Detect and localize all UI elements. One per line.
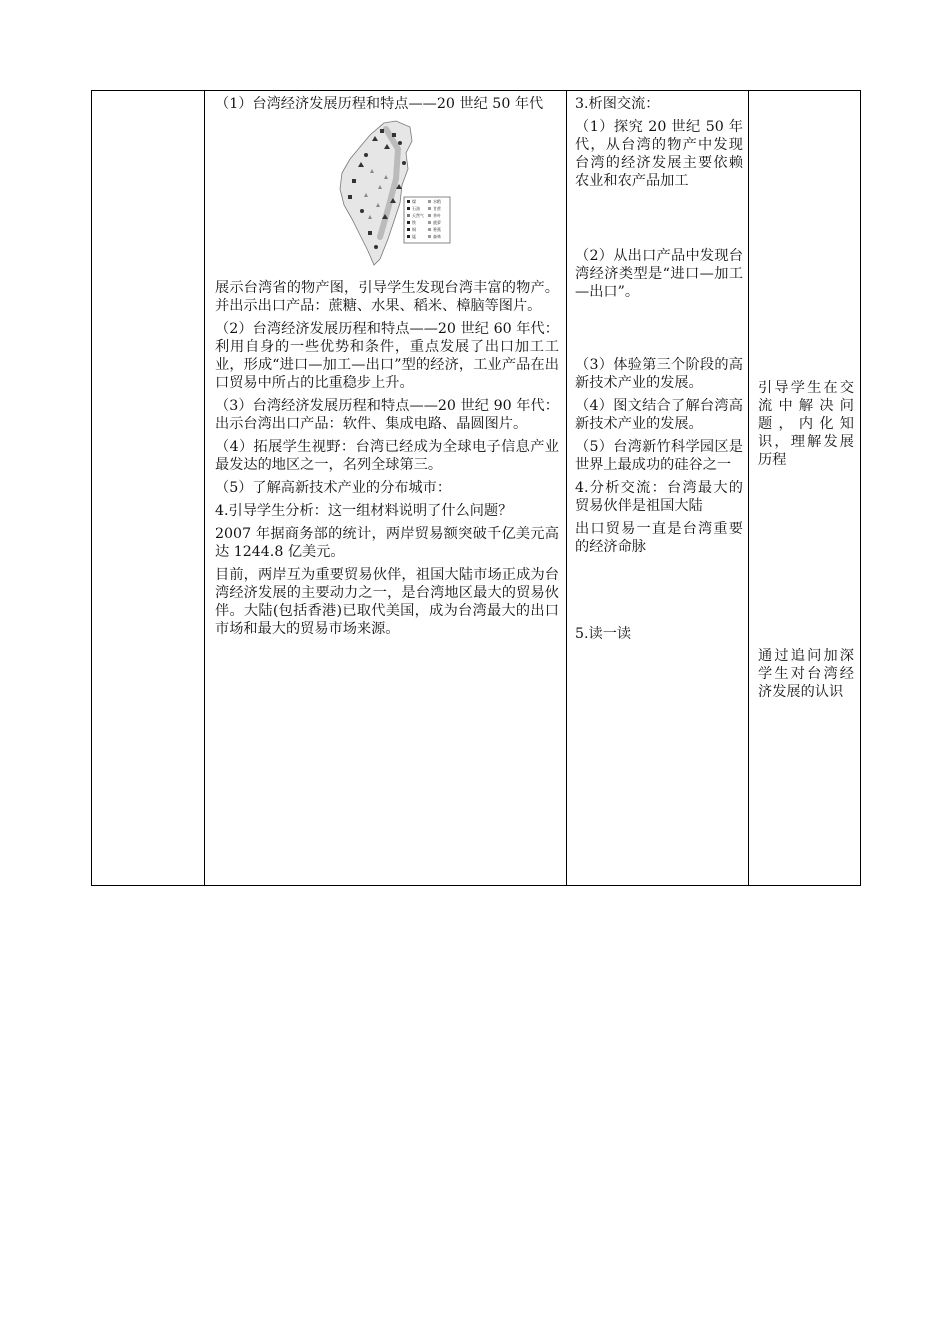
svg-text:香蕉: 香蕉 [433, 227, 441, 232]
text-hightech-development: （4）图文结合了解台湾高新技术产业的发展。 [575, 398, 743, 432]
taiwan-products-map [322, 119, 452, 269]
lesson-table [91, 90, 861, 886]
text-explore-1950s: （1）探究 20 世纪 50 年代，从台湾的物产中发现台湾的经济发展主要依赖农业和农产品加工 [575, 119, 743, 189]
design-intent-column [749, 91, 861, 885]
text-intent-2: 通过追问加深学生对台湾经济发展的认识 [758, 648, 854, 700]
text-analysis-exchange: 4.分析交流：台湾最大的贸易伙伴是祖国大陆 [575, 480, 743, 514]
text-third-stage: （3）体验第三个阶段的高新技术产业的发展。 [575, 357, 743, 391]
svg-text:森林: 森林 [433, 234, 441, 239]
teacher-activity-column [205, 91, 567, 885]
svg-text:甘蔗: 甘蔗 [433, 206, 441, 211]
svg-text:煤: 煤 [412, 199, 416, 204]
text-trade-partners: 目前，两岸互为重要贸易伙伴，祖国大陆市场正成为台湾经济发展的主要动力之一，是台湾地区最大的贸易伙伴。大陆(包括香港)已取代美国，成为台湾最大的出口市场和最大的贸易市场来源。 [215, 567, 559, 637]
svg-text:水稻: 水稻 [433, 199, 441, 204]
student-activity-column [567, 91, 749, 885]
text-economy-type: （2）从出口产品中发现台湾经济类型是“进口—加工—出口”。 [575, 248, 743, 300]
text-1960s: （2）台湾经济发展历程和特点——20 世纪 60 年代：利用自身的一些优势和条件，重点发展了出口加工工业，形成“进口—加工—出口”型的经济，工业产品在出口贸易中所占的比重稳步上升。 [215, 321, 559, 391]
text-read: 5.读一读 [575, 626, 632, 642]
text-broaden-view: （4）拓展学生视野：台湾已经成为全球电子信息产业最发达的地区之一，名列全球第三。 [215, 439, 559, 473]
text-products-intro: 展示台湾省的物产图，引导学生发现台湾丰富的物产。并出示出口产品：蔗糖、水果、稻米、樟脑等图片。 [215, 280, 559, 314]
text-hsinchu-park: （5）台湾新竹科学园区是世界上最成功的硅谷之一 [575, 439, 743, 473]
text-map-exchange: 3.析图交流： [575, 96, 660, 112]
svg-text:铁: 铁 [412, 220, 416, 225]
text-export-lifeline: 出口贸易一直是台湾重要的经济命脉 [575, 521, 743, 555]
text-intent-1: 引导学生在交流中解决问题，内化知识，理解发展历程 [758, 380, 854, 468]
text-guide-analysis: 4.引导学生分析：这一组材料说明了什么问题？ [215, 503, 513, 519]
text-hightech-cities: （5）了解高新技术产业的分布城市： [215, 480, 452, 496]
svg-text:菠萝: 菠萝 [433, 220, 441, 225]
svg-text:石油: 石油 [412, 206, 420, 211]
text-1950s: （1）台湾经济发展历程和特点——20 世纪 50 年代 [215, 96, 544, 112]
svg-text:锰: 锰 [412, 234, 416, 239]
svg-text:茶叶: 茶叶 [433, 213, 441, 218]
svg-text:铜: 铜 [412, 227, 416, 232]
svg-text:天然气: 天然气 [412, 213, 424, 218]
text-trade-statistics: 2007 年据商务部的统计，两岸贸易额突破千亿美元高达 1244.8 亿美元。 [215, 526, 559, 560]
text-1990s: （3）台湾经济发展历程和特点——20 世纪 90 年代：出示台湾出口产品：软件、集成电路、晶圆图片。 [215, 398, 559, 432]
